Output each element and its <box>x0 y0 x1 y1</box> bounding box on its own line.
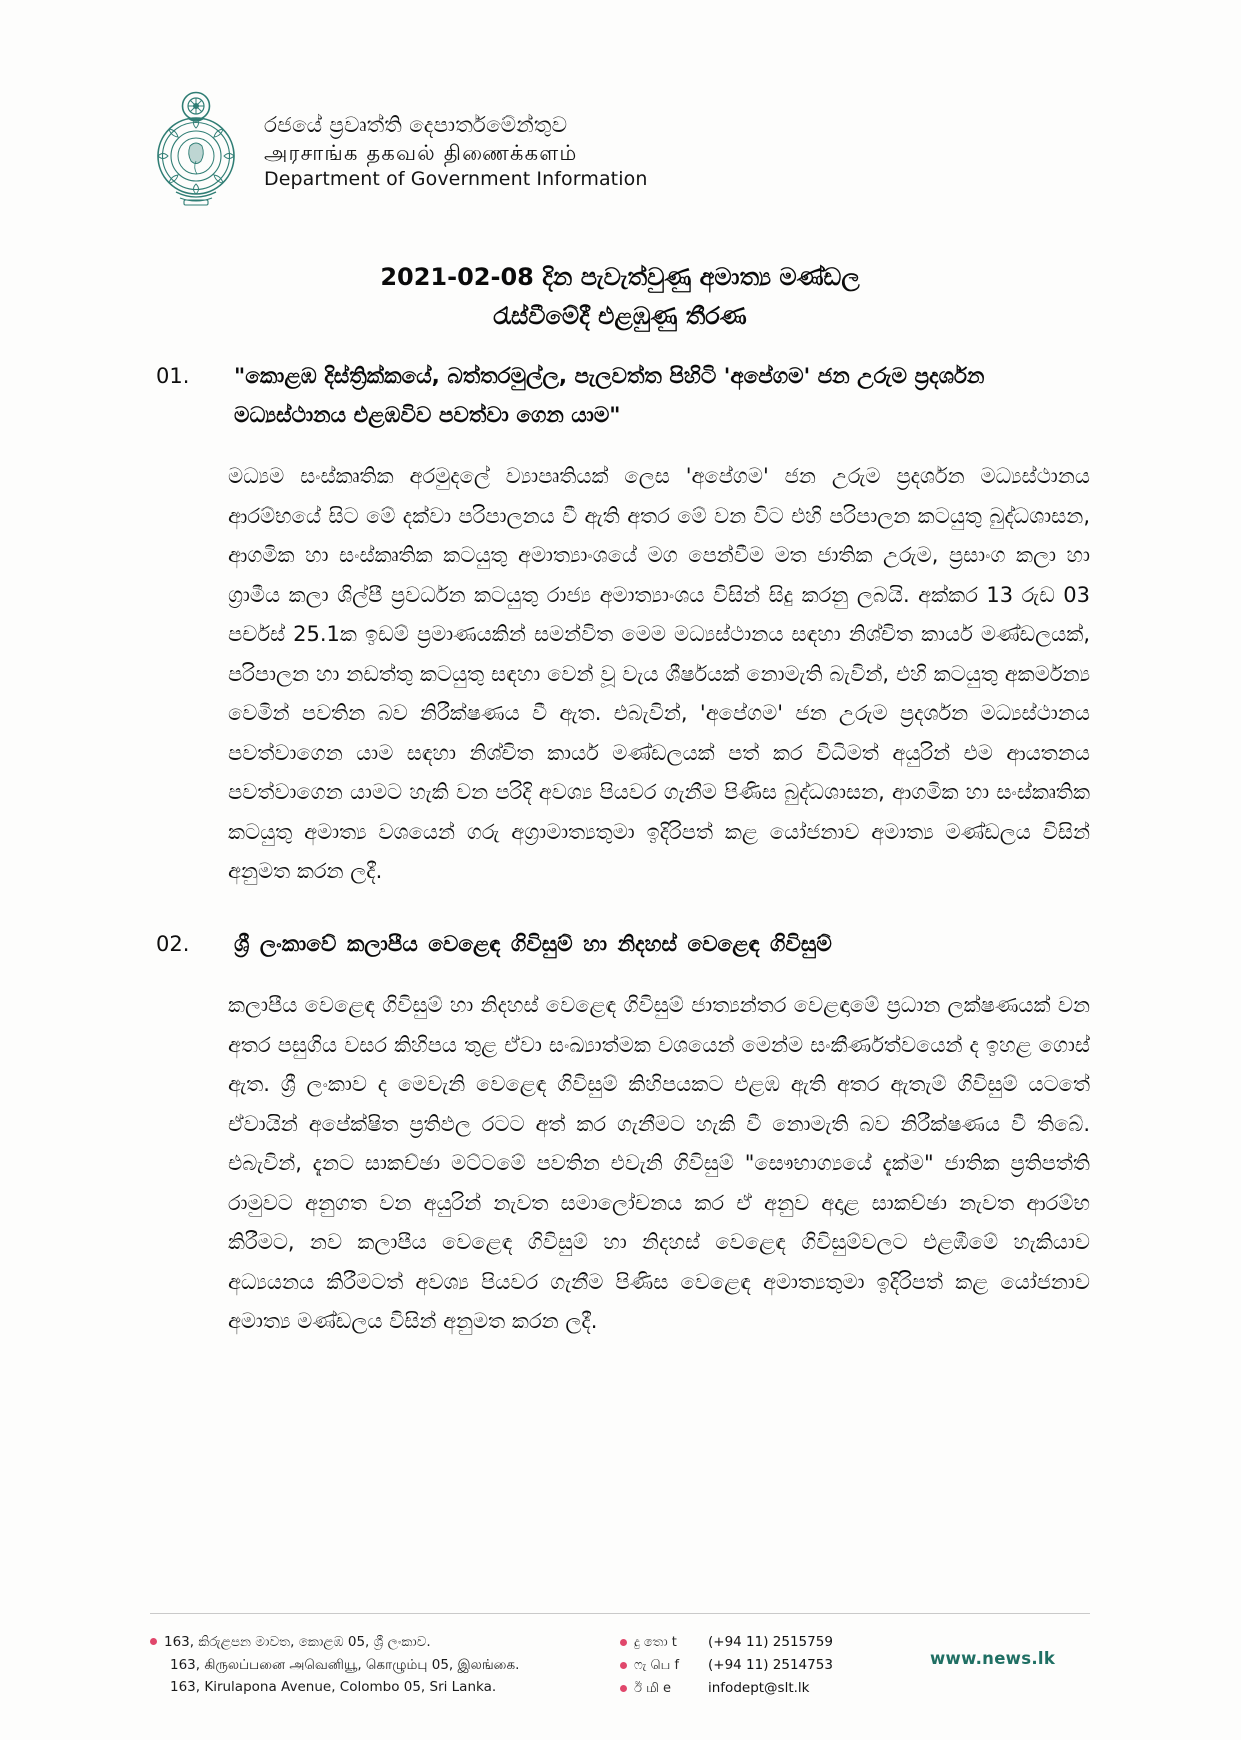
bullet-icon <box>620 1685 627 1692</box>
contact-fax-row <box>620 1654 920 1677</box>
footer-website-block <box>920 1631 1110 1668</box>
email-address[interactable]: infodept@slt.lk <box>708 1680 810 1697</box>
decision-body: කලාපීය වෙළෙඳ ගිවිසුම් හා නිදහස් වෙළෙඳ ගිවිසුම් ජාත්‍යන්තර වෙළඳාමේ ප්‍රධාන ලක්ෂණයක් වන අතර පසුගිය වසර කිහිපය තුළ ඒවා සංඛ්‍යාත්මක වශයෙන් මෙන්ම සංකීර්ණත්වයෙන් ද ඉහළ ගොස් ඇත. ශ්‍රී ලංකාව ද මෙවැනි වෙළෙඳ ගිවිසුම් කිහිපයකට එළඹ ඇති අතර ඇතැම් ගිවිසුම් යටතේ ඒවායින් අපේක්ෂිත ප්‍රතිඵල රටට අත් කර ගැනීමට හැකි වී නොමැති බව නිරීක්ෂණය වී තිබේ. එබැවින්, දැනට සාකච්ඡා මට්ටමේ පවතින එවැනි ගිවිසුම් "සෞභාග්‍යයේ දැක්ම" ජාතික ප්‍රතිපත්ති රාමුවට අනුගත වන අයුරින් නැවත සමාලෝචනය කර ඒ අනුව අදාළ සාකච්ඡා නැවත ආරම්භ කිරීමට, නව කලාපීය වෙළෙඳ ගිවිසුම් හා නිදහස් වෙළෙඳ ගිවිසුම්වලට එළඹීමේ හැකියාව අධ්‍යයනය කිරීමටත් අවශ්‍ය පියවර ගැනීම පිණිස වෙළෙඳ අමාත්‍යතුමා ඉදිරිපත් කළ යෝජනාව අමාත්‍ය මණ්ඩලය විසින් අනුමත කරන ලදී. <box>228 993 1090 1333</box>
section-spacer <box>150 900 1090 926</box>
decisions-list <box>150 358 1090 1349</box>
footer-contact-block <box>620 1631 920 1700</box>
contact-telephone-row <box>620 1631 920 1654</box>
decision-number: 01. <box>156 364 190 388</box>
decision-number: 02. <box>156 931 190 956</box>
decision-heading-row <box>150 926 1090 965</box>
telephone-number: (+94 11) 2515759 <box>708 1634 833 1650</box>
decision-heading: ශ්‍රී ලංකාවේ කලාපීය වෙළෙඳ ගිවිසුම් හා නිදහස් වෙළෙඳ ගිවිසුම් <box>234 931 832 957</box>
bullet-icon <box>620 1662 627 1669</box>
org-name-sinhala: රජයේ ප්‍රවෘත්ති දෙපාර්තමේන්තුව <box>264 113 568 138</box>
fax-label: ෆැ பெ f <box>634 1658 680 1674</box>
org-name-tamil: அரசாங்க தகவல் திணைக்களம் <box>264 140 578 165</box>
fax-number: (+94 11) 2514753 <box>708 1657 833 1674</box>
bullet-icon <box>620 1639 627 1646</box>
footer-divider <box>150 1613 1090 1614</box>
bullet-icon <box>150 1638 157 1645</box>
decision-heading: "කොළඹ දිස්ත්‍රික්කයේ, බත්තරමුල්ල, පැලවත්ත පිහිටි 'අපේගම' ජන උරුම ප්‍රදර්ශන මධ්‍යස්ථානය එළඹවිව පවත්වා ගෙන යාම" <box>234 364 985 428</box>
page-title-line-2: රැස්වීමේදී එළඹුණු තීරණ <box>493 301 747 330</box>
page-title-line-1: 2021-02-08 දින පැවැත්වුණු අමාත්‍ය මණ්ඩල <box>380 263 860 291</box>
organisation-names <box>264 88 647 192</box>
letterhead <box>150 88 647 206</box>
page-title <box>150 258 1090 336</box>
address-tamil: 163, கிருலப்பனை அவெனியூ, கொழும்பு 05, இலங்கை. <box>170 1656 520 1673</box>
website-link[interactable]: www.news.lk <box>930 1649 1056 1668</box>
telephone-label: දු තො t <box>634 1635 677 1650</box>
address-english: 163, Kirulapona Avenue, Colombo 05, Sri Lanka. <box>170 1679 497 1696</box>
org-name-english: Department of Government Information <box>264 168 648 191</box>
footer-address-block <box>150 1631 620 1699</box>
email-label: ඊ மி e <box>634 1681 672 1697</box>
decision-item-01 <box>150 358 1090 892</box>
decision-item-02 <box>150 926 1090 1342</box>
address-sinhala: 163, කිරුළපන මාවත, කොළඹ 05, ශ්‍රී ලංකාව. <box>164 1634 431 1650</box>
sri-lanka-national-emblem-icon <box>150 88 242 206</box>
address-sinhala-row <box>150 1631 620 1654</box>
footer <box>150 1631 1110 1700</box>
contact-email-row <box>620 1677 920 1700</box>
decision-heading-row <box>150 358 1090 435</box>
decision-body: මධ්‍යම සංස්කෘතික අරමුදලේ ව්‍යාපෘතියක් ලෙස 'අපේගම' ජන උරුම ප්‍රදර්ශන මධ්‍යස්ථානය ආරම්භයේ සිට මේ දක්වා පරිපාලනය වී ඇති අතර මේ වන විට එහි පරිපාලන කටයුතු බුද්ධශාසන, ආගමික හා සංස්කෘතික කටයුතු අමාත්‍යාංශයේ මග පෙන්වීම මත ජාතික උරුම, ප්‍රසාංග කලා හා ග්‍රාමීය කලා ශිල්පී ප්‍රවර්ධන කටයුතු රාජ්‍ය අමාත්‍යාංශය විසින් සිදු කරනු ලබයි. අක්කර 13 රුඩ 03 පර්චස් 25.1ක ඉඩම් ප්‍රමාණයකින් සමන්විත මෙම මධ්‍යස්ථානය සඳහා නිශ්චිත කාර්ය මණ්ඩලයක්, පරිපාලන හා නඩත්තු කටයුතු සඳහා වෙන් වූ වැය ශීර්ෂයක් නොමැති බැවින්, එහි කටයුතු අකර්මන්‍ය වෙමින් පවතින බව නිරීක්ෂණය වී ඇත. එබැවින්, 'අපේගම' ජන උරුම ප්‍රදර්ශන මධ්‍යස්ථානය පවත්වාගෙන යාම සඳහා නිශ්චිත කාර්ය මණ්ඩලයක් පත් කර විධිමත් අයුරින් එම ආයතනය පවත්වාගෙන යාමට හැකි වන පරිදි අවශ්‍ය පියවර ගැනීම පිණිස බුද්ධශාසන, ආගමික හා සංස්කෘතික කටයුතු අමාත්‍ය වශයෙන් ගරු අග්‍රාමාත්‍යතුමා ඉදිරිපත් කළ යෝජනාව අමාත්‍ය මණ්ඩලය විසින් අනුමත කරන ලදී. <box>228 464 1090 884</box>
